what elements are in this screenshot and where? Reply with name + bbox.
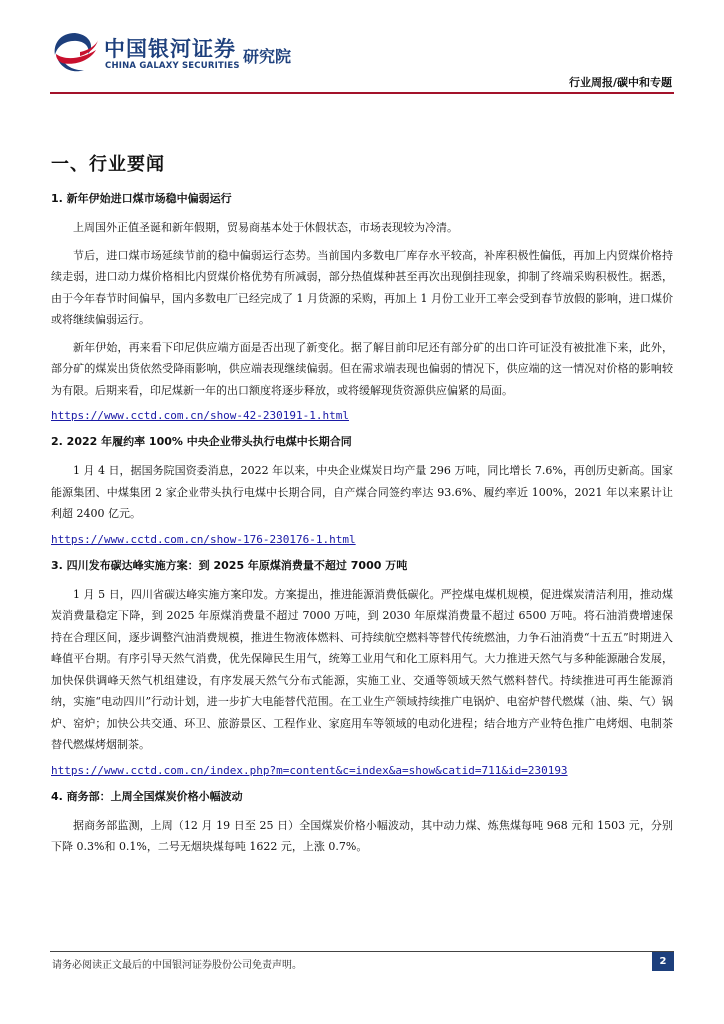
header-divider xyxy=(50,92,674,94)
paragraph: 1 月 5 日，四川省碳达峰实施方案印发。方案提出，推进能源消费低碳化。严控煤电煤机规模，促进煤炭清洁利用，推动煤炭消费量稳定下降，到 2025 年原煤消费量不超过 7000 万吨，到 2030 年原煤消费量不超过 6500 万吨。将石油消费增速保持在合理区间，逐步调整汽油消费规模，推进生物液体燃料、可持续航空燃料等替代传统燃油，力争石油消费“十五五”时期进入峰值平台期。有序引导天然气消费，优先保障民生用气，统筹工业用气和化工原料用气。大力推进天然气与多种能源融合发展，加快保供调峰天然气机组建设，有序发展天然气分布式能源，实施工业、交通等领域天然气燃料替代。持续推进可再生能源消纳，实施“电动四川”行动计划，进一步扩大电能替代范围。在工业生产领域持续推广电锅炉、电窑炉替代燃煤（油、柴、气）锅炉、窑炉；加快公共交通、环卫、旅游景区、工程作业、家庭用车等领域的电动化进程；结合地方产业特色推广电烤烟、电制茶替代燃煤烤烟制茶。 xyxy=(51,587,673,751)
main-content xyxy=(51,150,673,864)
page-number: 2 xyxy=(652,952,674,971)
news-item-2 xyxy=(51,433,673,549)
source-link[interactable]: https://www.cctd.com.cn/index.php?m=content&c=index&a=show&catid=711&id=230193 xyxy=(51,763,568,777)
report-type: 行业周报/碳中和专题 xyxy=(568,76,672,89)
news-title: 4. 商务部：上周全国煤炭价格小幅波动 xyxy=(51,789,243,803)
news-item-3 xyxy=(51,557,673,780)
paragraph: 上周国外正值圣诞和新年假期，贸易商基本处于休假状态，市场表现较为冷清。 xyxy=(73,221,458,234)
news-title: 3. 四川发布碳达峰实施方案：到 2025 年原煤消费量不超过 7000 万吨 xyxy=(51,558,408,572)
news-item-1 xyxy=(51,190,673,425)
source-link[interactable]: https://www.cctd.com.cn/show-42-230191-1.html xyxy=(51,409,350,422)
news-item-4 xyxy=(51,788,673,858)
paragraph: 1 月 4 日，据国务院国资委消息，2022 年以来，中央企业煤炭日均产量 296 万吨，同比增长 7.6%，再创历史新高。国家能源集团、中煤集团 2 家企业带头执行电煤中长期合同，自产煤合同签约率达 93.6%、履约率近 100%，2021 年以来累计让利超 2400 亿元。 xyxy=(51,464,673,520)
source-link[interactable]: https://www.cctd.com.cn/show-176-230176-1.html xyxy=(51,532,356,546)
brand-name-en: CHINA GALAXY SECURITIES xyxy=(105,61,240,71)
disclaimer-note: 请务必阅读正文最后的中国银河证券股份公司免责声明。 xyxy=(52,960,302,971)
news-title: 2. 2022 年履约率 100% 中央企业带头执行电煤中长期合同 xyxy=(51,435,352,448)
news-title: 1. 新年伊始进口煤市场稳中偏弱运行 xyxy=(51,192,232,205)
footer-divider xyxy=(50,951,674,952)
page-header xyxy=(0,0,724,100)
galaxy-logo-icon xyxy=(50,30,100,76)
section-heading: 一、行业要闻 xyxy=(51,154,165,175)
paragraph: 节后，进口煤市场延续节前的稳中偏弱运行态势。当前国内多数电厂库存水平较高，补库积极性偏低，再加上内贸煤价格持续走弱，进口动力煤价格相比内贸煤价格优势有所减弱，部分热值煤种甚至再次出现倒挂现象，抑制了终端采购积极性。据悉，由于今年春节时间偏早，国内多数电厂已经完成了 1 月货源的采购，再加上 1 月份工业开工率会受到春节放假的影响，进口煤价或将继续偏弱运行。 xyxy=(51,248,673,326)
paragraph: 据商务部监测，上周（12 月 19 日至 25 日）全国煤炭价格小幅波动，其中动力煤、炼焦煤每吨 968 元和 1503 元，分别下降 0.3%和 0.1%，二号无烟块煤每吨 1622 元，上涨 0.7%。 xyxy=(51,818,673,853)
paragraph: 新年伊始，再来看下印尼供应端方面是否出现了新变化。据了解目前印尼还有部分矿的出口许可证没有被批准下来，此外，部分矿的煤炭出货依然受降雨影响，供应端表现继续偏弱。但在需求端表现也偏弱的情况下，供应端的这一情况对价格的影响较为有限。后期来看，印尼煤新一年的出口额度将逐步释放，或将缓解现货资源供应偏紧的局面。 xyxy=(51,340,673,397)
brand-name-cn: 中国银河证券 xyxy=(104,37,236,61)
institute-label: 研究院 xyxy=(243,47,292,66)
